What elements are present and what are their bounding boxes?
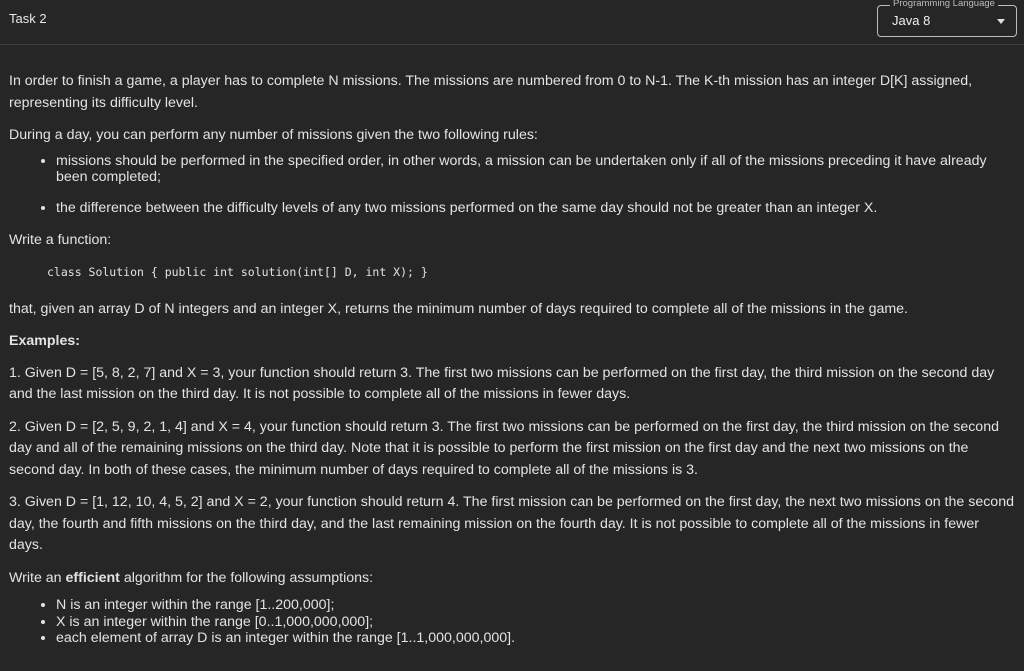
write-function-text: Write a function: [9, 232, 112, 248]
rules-list [9, 153, 1015, 217]
assumption-item: • each element of array D is an integer within the range [1..1,000,000,000]. [56, 630, 1015, 647]
assumptions-list [9, 597, 1015, 647]
problem-description [9, 71, 1015, 647]
language-select-label: Programming Language [890, 0, 998, 10]
returns-text: that, given an array D of N integers and an integer X, returns the minimum number of days required to complete all of the missions in the game. [9, 300, 908, 317]
task-title: Task 2 [9, 11, 47, 26]
assumptions-intro [9, 568, 1015, 590]
assumption-item: • X is an integer within the range [0..1,000,000,000]; [56, 614, 1015, 631]
example-3: 3. Given D = [1, 12, 10, 4, 5, 2] and X = 2, your function should return 4. The first mission can be performed on the first day, the next two missions on the second day, the fourth and fifth missions on the third day, and the last remaining mission on the fourth day. It is not possible to complete all of the missions in fewer days. [9, 494, 1014, 553]
assumptions-suffix: algorithm for the following assumptions: [119, 569, 374, 586]
rule-item: • missions should be performed in the specified order, in other words, a mission can be undertaken only if all of the missions preceding it have already been completed; [56, 153, 1015, 186]
language-select[interactable] [877, 0, 1017, 37]
function-signature: class Solution { public int solution(int[] D, int X); } [47, 264, 428, 279]
examples-heading: Examples: [9, 333, 80, 349]
example-1: 1. Given D = [5, 8, 2, 7] and X = 3, your function should return 3. The first two missions can be performed on the first day, the third mission on the second day and the last mission on the third day. It is not possible to complete all of the missions in fewer days. [9, 364, 995, 402]
assumptions-prefix: Write an [9, 569, 66, 586]
problem-intro: In order to finish a game, a player has to complete N missions. The missions are numbered from 0 to N-1. The K-th mission has an integer D[K] assigned, representing its difficulty level. [9, 73, 973, 111]
assumptions-bold: efficient [65, 569, 120, 586]
assumption-item: • N is an integer within the range [1..200,000]; [56, 597, 1015, 614]
language-select-value: Java 8 [892, 13, 931, 28]
task-header [0, 0, 1024, 45]
rule-item: • the difference between the difficulty levels of any two missions performed on the same day should not be greater than an integer X. [56, 200, 1015, 217]
rules-intro: During a day, you can perform any number of missions given the two following rules: [9, 127, 538, 143]
example-2: 2. Given D = [2, 5, 9, 2, 1, 4] and X = 4, your function should return 3. The first two missions can be performed on the first day, the third mission on the second day and all of the remaining missions on the third day. Note that it is possible to perform the first mission on the first day and the next two missions on the second day. In both of these cases, the minimum number of days required to complete all of the missions is 3. [9, 418, 999, 478]
chevron-down-icon[interactable] [997, 19, 1005, 24]
